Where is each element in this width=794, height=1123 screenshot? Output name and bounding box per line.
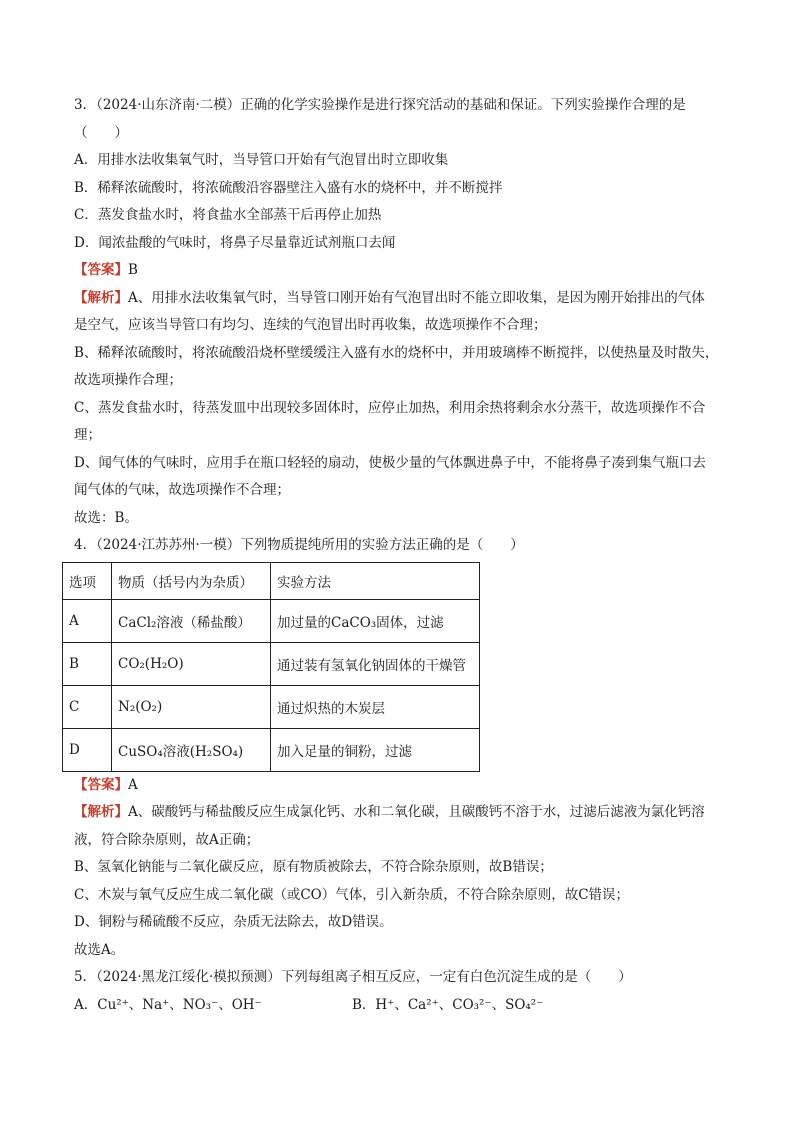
table-header-cell: 实验方法 — [271, 562, 480, 599]
answer-value: B — [128, 262, 138, 278]
answer-tag: 【答案】 — [74, 262, 128, 278]
analysis-text: 故选项操作合理； — [74, 372, 182, 388]
analysis-tag: 【解析】 — [74, 289, 128, 306]
table-header-row — [63, 562, 480, 599]
question-3-stem: 3．（2024·山东济南·二模）正确的化学实验操作是进行探究活动的基础和保证。下列实验操作合理的是 — [74, 97, 686, 113]
question-4 — [69, 532, 724, 964]
analysis-line — [74, 799, 724, 827]
table-header-cell: 选项 — [63, 562, 112, 599]
analysis-text: A、碳酸钙与稀盐酸反应生成氯化钙、水和二氧化碳，且碳酸钙不溶于水，过滤后滤液为氯化钙溶 — [128, 804, 705, 820]
table-row — [63, 728, 480, 771]
table-cell-option: B — [63, 642, 112, 685]
analysis-text: C、蒸发食盐水时，待蒸发皿中出现较多固体时，应停止加热，利用余热将剩余水分蒸干，故选项操作不合 — [74, 399, 706, 416]
answer-line — [74, 772, 724, 800]
table-cell-substance: N₂(O₂) — [112, 685, 271, 728]
analysis-text: 理； — [74, 427, 101, 443]
table-row — [63, 685, 480, 728]
conclusion: 故选A。 — [74, 941, 125, 958]
conclusion: 故选：B。 — [74, 509, 138, 526]
answer-value: A — [128, 776, 138, 793]
question-4-stem: 4．（2024·江苏苏州·一模）下列物质提纯所用的实验方法正确的是（ ） — [74, 537, 524, 553]
answer-line — [74, 257, 724, 285]
analysis-tag: 【解析】 — [74, 804, 128, 820]
table-header-cell: 物质（括号内为杂质） — [112, 562, 271, 599]
analysis-text: D、闻气体的气味时，应用手在瓶口轻轻的扇动，使极少量的气体飘进鼻子中，不能将鼻子凑到集气瓶口去 — [74, 454, 706, 471]
option-b: B．H⁺、Ca²⁺、CO₃²⁻、SO₄²⁻ — [352, 996, 544, 1013]
table-cell-option: D — [63, 728, 112, 771]
option-a: A．Cu²⁺、Na⁺、NO₃⁻、OH⁻ — [74, 996, 262, 1013]
table-row — [63, 599, 480, 642]
option-row — [74, 992, 724, 1020]
analysis-text: B、稀释浓硫酸时，将浓硫酸沿烧杯壁缓缓注入盛有水的烧杯中，并用玻璃棒不断搅拌，以使热量及时散失， — [74, 344, 719, 361]
analysis-text: A、用排水法收集氧气时，当导管口刚开始有气泡冒出时不能立即收集，是因为刚开始排出的气体 — [128, 289, 705, 306]
analysis-text: B、氢氧化钠能与二氧化碳反应，原有物质被除去，不符合除杂原则，故B错误； — [74, 859, 553, 875]
table-cell-option: A — [63, 599, 112, 642]
question-3 — [74, 92, 724, 532]
table-row — [63, 642, 480, 685]
table-cell-option: C — [63, 685, 112, 728]
analysis-line — [74, 285, 724, 313]
analysis-text: 闻气体的气味，故选项操作不合理； — [74, 482, 290, 498]
answer-paren: （ ） — [74, 124, 128, 141]
analysis-text: 是空气，应该当导管口有均匀、连续的气泡冒出时再收集，故选项操作不合理； — [74, 317, 547, 333]
option-a: A．用排水法收集氧气时，当导管口开始有气泡冒出时立即收集 — [74, 152, 449, 168]
document-page — [69, 92, 724, 1019]
option-b: B．稀释浓硫酸时，将浓硫酸沿容器壁注入盛有水的烧杯中，并不断搅拌 — [74, 179, 503, 196]
table-cell-substance: CuSO₄溶液(H₂SO₄) — [112, 728, 271, 771]
question-5-stem: 5．（2024·黑龙江绥化·模拟预测）下列每组离子相互反应，一定有白色沉淀生成的是（ ） — [74, 969, 632, 985]
analysis-text: C、木炭与氧气反应生成二氧化碳（或CO）气体，引入新杂质，不符合除杂原则，故C错误； — [74, 886, 630, 903]
option-c: C．蒸发食盐水时，将食盐水全部蒸干后再停止加热 — [74, 207, 382, 223]
table-cell-substance: CO₂(H₂O) — [112, 642, 271, 685]
table-cell-method: 加入足量的铜粉，过滤 — [271, 728, 480, 771]
option-d: D．闻浓盐酸的气味时，将鼻子尽量靠近试剂瓶口去闻 — [74, 234, 396, 251]
analysis-text: D、铜粉与稀硫酸不反应，杂质无法除去，故D错误。 — [74, 914, 393, 930]
table-cell-method: 通过炽热的木炭层 — [271, 685, 480, 728]
options-table — [62, 562, 480, 772]
table-cell-method: 加过量的CaCO₃固体，过滤 — [271, 599, 480, 642]
table-cell-method: 通过装有氢氧化钠固体的干燥管 — [271, 642, 480, 685]
analysis-text: 液，符合除杂原则，故A正确； — [74, 831, 260, 848]
table-cell-substance: CaCl₂溶液（稀盐酸） — [112, 599, 271, 642]
question-5 — [74, 964, 724, 1019]
answer-tag: 【答案】 — [74, 776, 128, 793]
